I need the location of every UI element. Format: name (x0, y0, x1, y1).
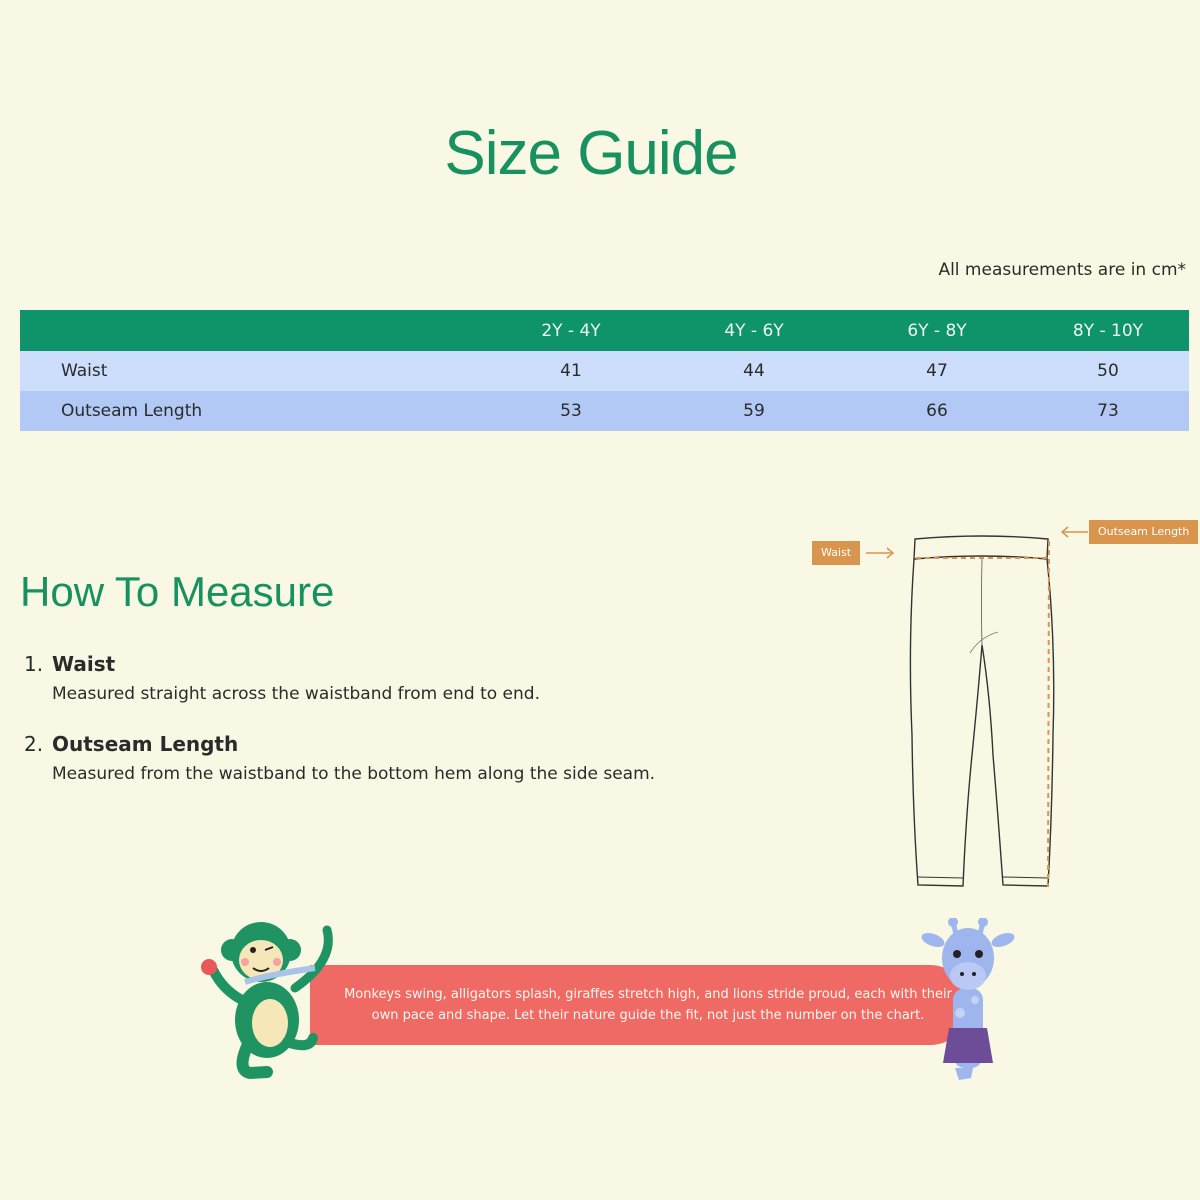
how-to-measure-title: How To Measure (20, 568, 335, 615)
table-header-cell: 2Y - 4Y (481, 310, 661, 351)
table-header-row (20, 310, 1189, 351)
table-header-cell: 6Y - 8Y (847, 310, 1027, 351)
table-cell: 50 (1027, 351, 1189, 391)
pants-diagram (800, 515, 1100, 900)
table-row (20, 391, 1189, 431)
table-header-cell: 8Y - 10Y (1027, 310, 1189, 351)
units-note: All measurements are in cm* (938, 260, 1186, 280)
table-cell: 53 (481, 391, 661, 431)
step-title: Waist (52, 652, 116, 676)
size-table (20, 310, 1189, 431)
table-header-cell: 4Y - 6Y (661, 310, 847, 351)
table-cell: 44 (661, 351, 847, 391)
step-waist (24, 652, 724, 704)
step-outseam (24, 732, 724, 784)
step-number: 1. (24, 652, 44, 676)
table-header-cell (20, 310, 481, 351)
table-row (20, 351, 1189, 391)
measure-steps (24, 652, 724, 812)
table-cell: 41 (481, 351, 661, 391)
outseam-tag: Outseam Length (1089, 520, 1198, 544)
monkey-illustration (195, 920, 345, 1080)
waist-tag: Waist (812, 541, 860, 565)
table-cell: 66 (847, 391, 1027, 431)
banner-line: Monkeys swing, alligators splash, giraffes stretch high, and lions stride proud, each with their (344, 987, 952, 1002)
row-label: Outseam Length (20, 391, 481, 431)
table-cell: 73 (1027, 391, 1189, 431)
outseam-measure-line (1048, 541, 1049, 887)
step-description: Measured from the waistband to the bottom hem along the side seam. (52, 764, 656, 784)
step-number: 2. (24, 732, 44, 756)
page-title: Size Guide (444, 119, 738, 188)
row-label: Waist (20, 351, 481, 391)
giraffe-illustration (915, 918, 1025, 1083)
banner-line: own pace and shape. Let their nature guide the fit, not just the number on the chart. (371, 1008, 925, 1023)
table-cell: 59 (661, 391, 847, 431)
step-title: Outseam Length (52, 732, 239, 756)
step-description: Measured straight across the waistband from end to end. (52, 684, 540, 704)
table-cell: 47 (847, 351, 1027, 391)
banner-text (338, 984, 958, 1026)
